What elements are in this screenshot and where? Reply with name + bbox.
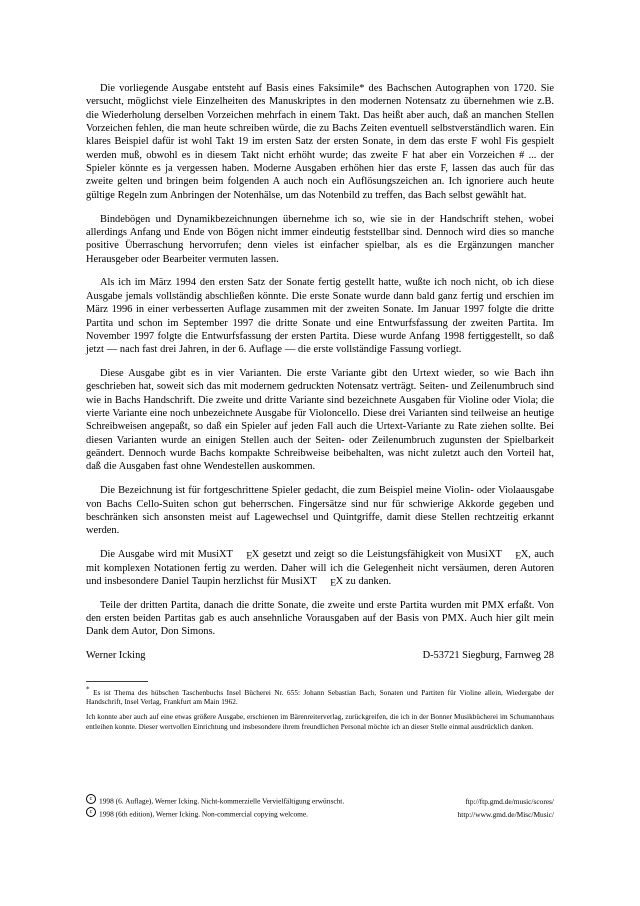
tex-logo-t: T (310, 575, 317, 587)
footnote-1-text: Es ist Thema des hübschen Taschenbuchs Insel Bücherei Nr. 655: Johann Sebastian Bach, Sonaten und Partiten für Violine allein, Wiedergabe der Handschrift, Insel Verlag, Frankfurt am Main 1962. (86, 688, 554, 706)
tex-logo-x: X (251, 549, 260, 561)
footnote-1 (86, 685, 554, 708)
copyright-footer (86, 794, 554, 820)
author-name: Werner Icking (86, 650, 146, 662)
copyright-icon (86, 794, 96, 804)
paragraph-3: Als ich im März 1994 den ersten Satz der Sonate fertig gestellt hatte, wußte ich noch nicht, ob ich diese Ausgabe jemals vollständig abschließen könnte. Die erste Sonate wurde dann bald ganz fertig und erschien im März 1996 in einer verbesserten Auflage zusammen mit der zweiten Sonate. Im Januar 1997 folgte die dritte Partita und schon im September 1997 die dritte Sonate und eine Entwurfsfassung der zweiten Partita. Im November 1997 folgte die Entwurfsfassung der ersten Partita. Diese wurde Anfang 1998 fertiggestellt, so daß jetzt — nach fast drei Jahren, in der 6. Auflage — die erste vollständige Fassung vorliegt. (86, 277, 554, 356)
tex-logo-e: E (246, 550, 253, 562)
tex-logo-x: X (520, 549, 529, 561)
musixtex-text-part-4: zu danken. (343, 575, 392, 587)
tex-logo-e: E (515, 550, 522, 562)
copyright-german-label: 1998 (6. Auflage), Werner Icking. Nicht-kommerzielle Vervielfältigung erwünscht. (99, 796, 345, 806)
document-body (86, 82, 554, 738)
paragraph-5: Die Bezeichnung ist für fortgeschrittene Spieler gedacht, die zum Beispiel meine Violin- oder Violaausgabe von Bachs Cello-Suiten schon gut beherrschen. Fingersätze sind nur für schwierige Akkorde gegeben und beschränken sich ansonsten meist auf Lagewechsel und Quintgriffe, damit diese Stellen rechtzeitig erkannt werden. (86, 485, 554, 537)
http-url[interactable]: http://www.gmd.de/Misc/Music/ (457, 809, 554, 819)
copyright-line-english (86, 807, 554, 820)
musixtex-logo-prefix: MusiX (466, 549, 496, 561)
tex-logo-x: X (335, 575, 344, 587)
paragraph-pmx: Teile der dritten Partita, danach die dritte Sonate, die zweite und erste Partita wurden mit PMX erfaßt. Von den ersten beiden Partitas gab es auch ansehnliche Vorausgaben auf der Basis von PMX. Auch hier gilt mein Dank dem Autor, Don Simons. (86, 599, 554, 638)
musixtex-logo-1 (198, 549, 260, 560)
copyright-line-german (86, 794, 554, 807)
footnote-2 (86, 713, 554, 732)
copyright-english-label: 1998 (6th edition), Werner Icking. Non-commercial copying welcome. (99, 809, 309, 819)
tex-logo-e: E (330, 577, 337, 589)
paragraph-2: Bindebögen und Dynamikbezeichnungen übernehme ich so, wie sie in der Handschrift stehen, wobei allerdings Anfang und Ende von Bögen nicht immer eindeutig feststellbar sind. Dennoch wird dies so manche positive Überraschung hervorrufen; denn vieles ist einfacher spielbar, als es die Ergänzungen mancher Herausgeber oder Bearbeiter vermuten lassen. (86, 213, 554, 265)
paragraph-1: Die vorliegende Ausgabe entsteht auf Basis eines Faksimile* des Bachschen Autographen von 1720. Sie versucht, möglichst viele Einzelheiten des Manuskriptes in den modernen Notensatz zu übernehmen wie z.B. die Wiederholung derselben Vorzeichen mehrfach in einem Takt. Das heißt aber auch, daß an manchen Stellen Vorzeichen fehlen, die man heute schreiben würde, die zu Bachs Zeiten eventuell selbstverständlich waren. Ein klares Beispiel dafür ist wohl Takt 19 im ersten Satz der ersten Sonate, in dem das erste F wohl Fis gespielt werden muß, obwohl es in diesem Takt nicht erhöht wurde; das zweite F hat aber ein Vorzeichen # ... der Spieler könnte es ja vergessen haben. Moderne Ausgaben erhöhen hier das erste F, lassen das auch für das zweite gelten und bringen beim folgenden A auch noch ein Auflösungszeichen an. Ich ignoriere auch heute gültige Regeln zum Anbringen der Notenhälse, um das Notenbild zu treffen, das Bach selbst gewählt hat. (86, 83, 554, 201)
author-address: D-53721 Siegburg, Farnweg 28 (422, 650, 554, 662)
paragraph-4: Diese Ausgabe gibt es in vier Varianten. Die erste Variante gibt den Urtext wieder, so wie Bach ihn geschrieben hat, soweit sich das mit modernem gedruckten Notensatz verträgt. Seiten- und Zeilenumbruch sind wie in Bachs Handschrift. Die zweite und dritte Variante sind bezeichnete Ausgaben für Violine oder Viola; die vierte Variante eine noch unbezeichnete Ausgabe für Violoncello. Diese drei Varianten sind teilweise an heutige Schreibweisen angepaßt, so daß ein Spieler auf jeden Fall auch die Urtext-Variante zu Rate ziehen sollte. Bei diesen Varianten wurde an einigen Stellen auch der Seiten- oder Zeilenumbruch zugunsten der Spielbarkeit geändert. Dennoch wurde Bachs kompakte Schreibweise beibehalten, was nicht zuletzt auch den Vorteil hat, daß die Ausgaben fast ohne Wendestellen auskommen. (86, 368, 554, 473)
ftp-url[interactable]: ftp://ftp.gmd.de/music/scores/ (465, 796, 554, 806)
paragraph-musixtex (86, 548, 554, 588)
musixtex-text-part-1: Die Ausgabe wird mit (100, 549, 198, 561)
musixtex-logo-2 (467, 549, 529, 560)
copyright-english-text (86, 807, 308, 820)
musixtex-logo-prefix: MusiX (197, 549, 227, 561)
copyright-icon (86, 807, 96, 817)
footnote-marker-asterisk: * (86, 685, 90, 694)
musixtex-logo-3 (281, 576, 343, 587)
tex-logo-t: T (226, 549, 233, 561)
copyright-german-text (86, 794, 344, 807)
musixtex-logo-prefix: MusiX (281, 575, 311, 587)
musixtex-text-part-3: , auch mit komplexen Notationen fertig zu werden. Daher will ich die Gelegenheit nicht versäumen, deren Autoren und insbesondere Daniel Taupin herzlichst für (86, 549, 554, 587)
tex-logo-t: T (495, 549, 502, 561)
footnote-2-text: Ich konnte aber auch auf eine etwas größere Ausgabe, erschienen im Bärenreiterverlag, zurückgreifen, die ich in der Bonner Musikbücherei im Schumannhaus entleihen konnte. Dieser wertvollen Einrichtung und insbesondere ihrem freundlichen Personal möchte ich an dieser Stelle einmal ausdrücklich danken. (86, 713, 554, 731)
musixtex-text-part-2: gesetzt und zeigt so die Leistungsfähigkeit von (259, 549, 467, 561)
signature-block (86, 649, 554, 662)
footnote-separator-rule (86, 681, 148, 682)
